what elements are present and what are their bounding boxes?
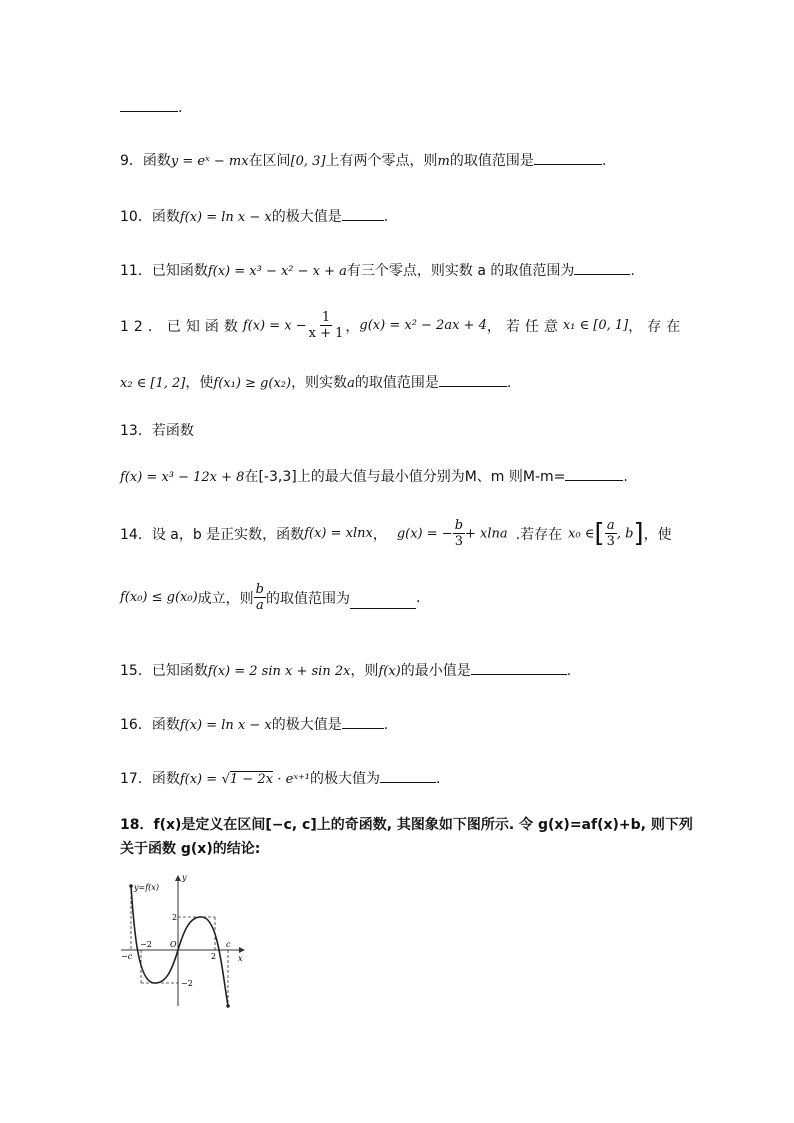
question-text: ，存在	[628, 318, 686, 335]
question-number: 11．已知函数	[120, 263, 208, 279]
endpoint	[129, 884, 133, 888]
math-part: f(x) = x −	[242, 318, 307, 334]
question-18: 18．f(x)是定义在区间[−c, c]上的奇函数, 其图象如下图所示. 令 g(x)=af(x)+b, 则下列	[120, 817, 693, 833]
question-text: 在[-3,3]上的最大值与最小值分别为M、m 则M-m=	[244, 469, 566, 485]
math-expression: f(x₁) ≥ g(x₂)	[213, 376, 292, 391]
math-expression: f(x) = x³ − x² − x + a	[207, 264, 347, 279]
math-expression: f(x) = ln x − x	[179, 718, 272, 733]
question-12	[120, 310, 686, 341]
x-axis-label: x	[238, 954, 243, 963]
square-root: √1 − 2x	[221, 772, 273, 787]
numerator: b	[255, 582, 264, 597]
fraction	[307, 310, 346, 341]
question-text: ，使	[185, 375, 214, 391]
period: .	[630, 263, 635, 279]
question-text: 的取值范围是	[449, 153, 534, 169]
math-part: f(x) =	[179, 772, 218, 787]
numerator: a	[606, 518, 615, 533]
answer-blank	[350, 607, 416, 609]
answer-blank	[471, 673, 567, 675]
question-number: 17．函数	[120, 771, 180, 787]
fraction	[453, 518, 465, 549]
question-number: 12．已知函数	[120, 318, 243, 335]
question-11	[120, 260, 635, 280]
math-expression: f(x) = ln x − x	[179, 210, 272, 225]
answer-blank	[439, 385, 507, 387]
answer-blank	[380, 781, 436, 783]
question-text: ，使	[643, 526, 672, 543]
origin-label: O	[170, 940, 177, 949]
math-expression: x₁ ∈ [0, 1]	[562, 318, 629, 333]
x-tick-label: −2	[140, 940, 152, 949]
math-variable: m	[437, 154, 450, 169]
question-number: 10．函数	[120, 209, 180, 225]
question-number: 14．设 a，b 是正实数，函数	[120, 526, 305, 543]
punctuation: ，	[372, 526, 387, 543]
question-14-continued	[120, 582, 420, 613]
math-expression: g(x) = x² − 2ax + 4	[359, 318, 487, 333]
period: .	[436, 771, 441, 787]
answer-blank	[342, 219, 384, 221]
question-text: ，若任意	[486, 318, 563, 335]
question-text: 在区间	[248, 153, 291, 169]
math-expression	[568, 518, 644, 549]
answer-blank	[342, 727, 384, 729]
math-expression: x₂ ∈ [1, 2]	[120, 376, 186, 391]
y-tick-label: −2	[181, 979, 193, 988]
question-text: .若存在	[515, 526, 563, 543]
radicand: 1 − 2x	[229, 772, 273, 787]
x-tick-label: 2	[211, 952, 217, 961]
question-14	[120, 518, 672, 549]
question-text: 的最小值是	[400, 663, 471, 679]
answer-blank	[565, 479, 623, 481]
punctuation: ，	[345, 318, 360, 335]
question-text: 的极大值是	[271, 209, 342, 225]
numerator: b	[454, 518, 464, 533]
question-number: 16．函数	[120, 717, 180, 733]
math-part: · eˣ⁺¹	[277, 772, 311, 787]
curve-label: y=f(x)	[134, 883, 159, 892]
question-15	[120, 660, 571, 680]
question-text: ，则	[350, 663, 379, 679]
question-text: 的极大值是	[271, 717, 342, 733]
question-16	[120, 714, 388, 734]
question-13-continued	[120, 466, 628, 486]
answer-blank	[574, 273, 630, 275]
math-expression: f(x)	[378, 664, 401, 679]
period: .	[601, 153, 607, 169]
period: .	[566, 663, 572, 679]
math-expression: f(x) = x³ − 12x + 8	[120, 470, 245, 485]
period: .	[416, 589, 421, 606]
math-part: g(x) = −	[396, 526, 453, 542]
period: .	[383, 209, 389, 225]
question-text: 的极大值为	[310, 771, 381, 787]
y-tick-label: 2	[172, 913, 178, 922]
question-text: 的取值范围为	[266, 590, 350, 607]
denominator: a	[255, 598, 264, 613]
math-expression	[397, 518, 508, 549]
numerator: 1	[321, 310, 331, 325]
question-17	[120, 768, 440, 788]
right-bracket: ]	[633, 518, 644, 549]
x-tick-label: c	[226, 940, 231, 949]
answer-blank	[120, 110, 178, 112]
answer-blank	[534, 163, 602, 165]
period: .	[623, 469, 628, 485]
denominator: 3	[606, 534, 615, 549]
fraction	[254, 582, 266, 613]
question-text: ，则实数	[291, 375, 348, 391]
denominator: x + 1	[308, 326, 344, 341]
question-10	[120, 206, 388, 226]
question-number: 13．若函数	[120, 423, 194, 439]
question-9	[120, 150, 606, 170]
math-expression: [0, 3]	[290, 154, 326, 169]
period: .	[383, 717, 389, 733]
math-expression: f(x) = 2 sin x + sin 2x	[207, 664, 351, 679]
period: .	[506, 375, 512, 391]
math-part: , b	[616, 526, 634, 542]
math-expression: f(x₀) ≤ g(x₀)	[120, 590, 198, 605]
question-text: 上有两个零点，则	[325, 153, 438, 169]
math-expression: y = eˣ − mx	[170, 154, 249, 169]
math-expression: f(x) = xlnx	[304, 526, 373, 541]
period: .	[178, 100, 183, 116]
math-part: + xlna	[465, 526, 508, 542]
question-number: 9．函数	[120, 153, 171, 169]
x-tick-label: −c	[121, 952, 133, 961]
y-axis-label: y	[182, 873, 187, 882]
math-part: x₀ ∈	[568, 526, 595, 542]
question-13	[120, 420, 194, 440]
question-text: 成立，则	[197, 590, 254, 607]
denominator: 3	[454, 534, 463, 549]
question-text: 的取值范围是	[354, 375, 439, 391]
question-number: 15．已知函数	[120, 663, 208, 679]
question-text: 有三个零点，则实数 a 的取值范围为	[346, 263, 575, 279]
math-expression	[243, 310, 346, 341]
question-18-continued: 关于函数 g(x)的结论:	[120, 841, 261, 857]
math-variable: a	[347, 376, 355, 391]
left-bracket: [	[594, 518, 605, 549]
fraction	[605, 518, 617, 549]
question-12-continued	[120, 372, 511, 392]
endpoint	[226, 1004, 230, 1008]
function-graph	[118, 870, 248, 1010]
previous-answer-line	[120, 100, 182, 116]
